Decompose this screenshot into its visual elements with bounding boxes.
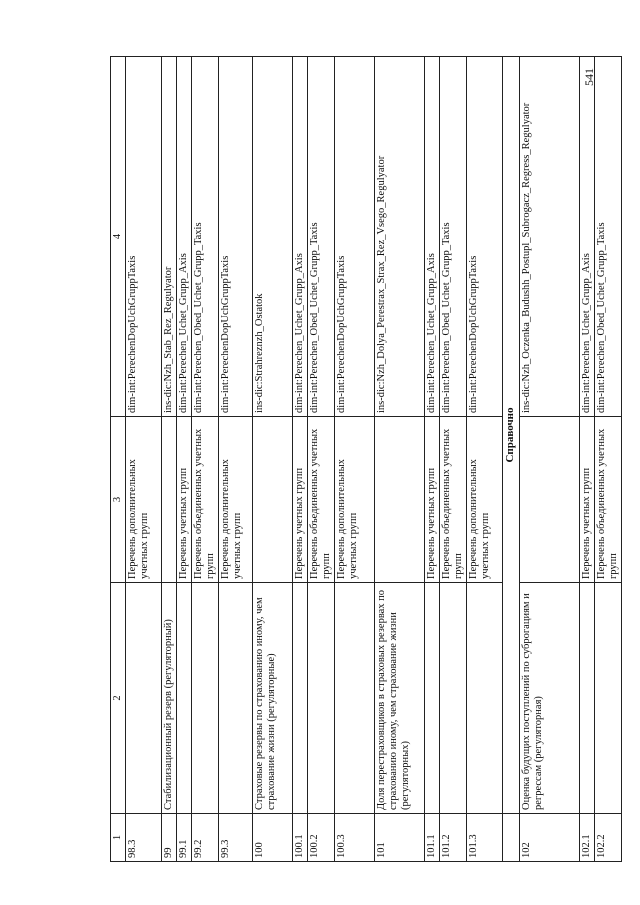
row-number-cell: 98.3 [126, 814, 162, 862]
section-row [503, 57, 520, 862]
table-row [440, 57, 467, 862]
dimension-cell [253, 417, 293, 583]
element-code-cell: dim-int:PerechenDopUchGruppTaxis [219, 57, 253, 417]
section-spacer-cell [503, 814, 520, 862]
table-row [192, 57, 219, 862]
row-number-cell: 99.3 [219, 814, 253, 862]
dimension-cell: Перечень дополнительных учетных групп [219, 417, 253, 583]
indicator-name-cell [440, 583, 467, 814]
element-code-cell: dim-int:Perechen_Uchet_Grupp_Axis [177, 57, 192, 417]
element-code-cell: dim-int:Perechen_Obed_Uchet_Grupp_Taxis [440, 57, 467, 417]
dimension-cell: Перечень объединенных учетных групп [595, 417, 622, 583]
table-row [595, 57, 622, 862]
table-row [293, 57, 308, 862]
row-number-cell: 100.1 [293, 814, 308, 862]
header-cell: 4 [111, 57, 126, 417]
page-number: 541 [582, 68, 596, 86]
row-number-cell: 101.2 [440, 814, 467, 862]
element-code-cell: dim-int:PerechenDopUchGruppTaxis [335, 57, 375, 417]
element-code-cell: ins-dic:Strahreznzh_Ostatok [253, 57, 293, 417]
dimension-cell: Перечень объединенных учетных групп [440, 417, 467, 583]
table-header-row [111, 57, 126, 862]
row-number-cell: 102.1 [580, 814, 595, 862]
dimension-cell [375, 417, 425, 583]
element-code-cell: dim-int:PerechenDopUchGruppTaxis [126, 57, 162, 417]
table-row [219, 57, 253, 862]
dimension-cell [162, 417, 177, 583]
table-row [375, 57, 425, 862]
table-row [308, 57, 335, 862]
header-cell: 2 [111, 583, 126, 814]
table-body [111, 57, 622, 862]
table-row [177, 57, 192, 862]
table-row [520, 57, 580, 862]
row-number-cell: 100.2 [308, 814, 335, 862]
row-number-cell: 101 [375, 814, 425, 862]
header-cell: 1 [111, 814, 126, 862]
element-code-cell: dim-int:Perechen_Uchet_Grupp_Axis [425, 57, 440, 417]
dimension-cell: Перечень учетных групп [177, 417, 192, 583]
indicator-name-cell [580, 583, 595, 814]
element-code-cell: ins-dic:Nzh_Dolya_Perestrax_Strax_Rez_Vsego_Regulyator [375, 57, 425, 417]
element-code-cell: ins-dic:Nzh_Stab_Rez_Regulyator [162, 57, 177, 417]
indicator-name-cell: Доля перестраховщиков в страховых резервах по страхованию иному, чем страхование жизни (регуляторных) [375, 583, 425, 814]
element-code-cell: dim-int:Perechen_Obed_Uchet_Grupp_Taxis [595, 57, 622, 417]
table-row [335, 57, 375, 862]
table-row [467, 57, 503, 862]
row-number-cell: 99 [162, 814, 177, 862]
dimension-cell: Перечень учетных групп [425, 417, 440, 583]
row-number-cell: 102 [520, 814, 580, 862]
header-cell: 3 [111, 417, 126, 583]
row-number-cell: 100.3 [335, 814, 375, 862]
element-code-cell: dim-int:PerechenDopUchGruppTaxis [467, 57, 503, 417]
data-table [110, 56, 622, 862]
dimension-cell: Перечень дополнительных учетных групп [467, 417, 503, 583]
section-label: Справочно [503, 57, 520, 814]
dimension-cell: Перечень объединенных учетных групп [192, 417, 219, 583]
table-row [126, 57, 162, 862]
indicator-name-cell [467, 583, 503, 814]
indicator-name-cell: Оценка будущих поступлений по суброгациям и регрессам (регуляторная) [520, 583, 580, 814]
indicator-name-cell [177, 583, 192, 814]
indicator-name-cell [335, 583, 375, 814]
indicator-name-cell [595, 583, 622, 814]
indicator-name-cell [219, 583, 253, 814]
row-number-cell: 101.3 [467, 814, 503, 862]
element-code-cell: ins-dic:Nzh_Oczenka_Budushh_Postupl_Subrogacz_Regress_Regulyator [520, 57, 580, 417]
row-number-cell: 100 [253, 814, 293, 862]
table-row [425, 57, 440, 862]
row-number-cell: 102.2 [595, 814, 622, 862]
table-row [253, 57, 293, 862]
indicator-name-cell: Страховые резервы по страхованию иному, чем страхование жизни (регуляторные) [253, 583, 293, 814]
dimension-cell: Перечень дополнительных учетных групп [126, 417, 162, 583]
indicator-name-cell [192, 583, 219, 814]
dimension-cell: Перечень учетных групп [293, 417, 308, 583]
dimension-cell: Перечень учетных групп [580, 417, 595, 583]
element-code-cell: dim-int:Perechen_Uchet_Grupp_Axis [580, 57, 595, 417]
element-code-cell: dim-int:Perechen_Uchet_Grupp_Axis [293, 57, 308, 417]
row-number-cell: 99.1 [177, 814, 192, 862]
element-code-cell: dim-int:Perechen_Obed_Uchet_Grupp_Taxis [192, 57, 219, 417]
dimension-cell: Перечень дополнительных учетных групп [335, 417, 375, 583]
dimension-cell: Перечень объединенных учетных групп [308, 417, 335, 583]
table-row [580, 57, 595, 862]
row-number-cell: 99.2 [192, 814, 219, 862]
indicator-name-cell [126, 583, 162, 814]
element-code-cell: dim-int:Perechen_Obed_Uchet_Grupp_Taxis [308, 57, 335, 417]
indicator-name-cell [308, 583, 335, 814]
row-number-cell: 101.1 [425, 814, 440, 862]
table-row [162, 57, 177, 862]
indicator-name-cell [425, 583, 440, 814]
dimension-cell [520, 417, 580, 583]
indicator-name-cell: Стабилизационный резерв (регуляторный) [162, 583, 177, 814]
indicator-name-cell [293, 583, 308, 814]
